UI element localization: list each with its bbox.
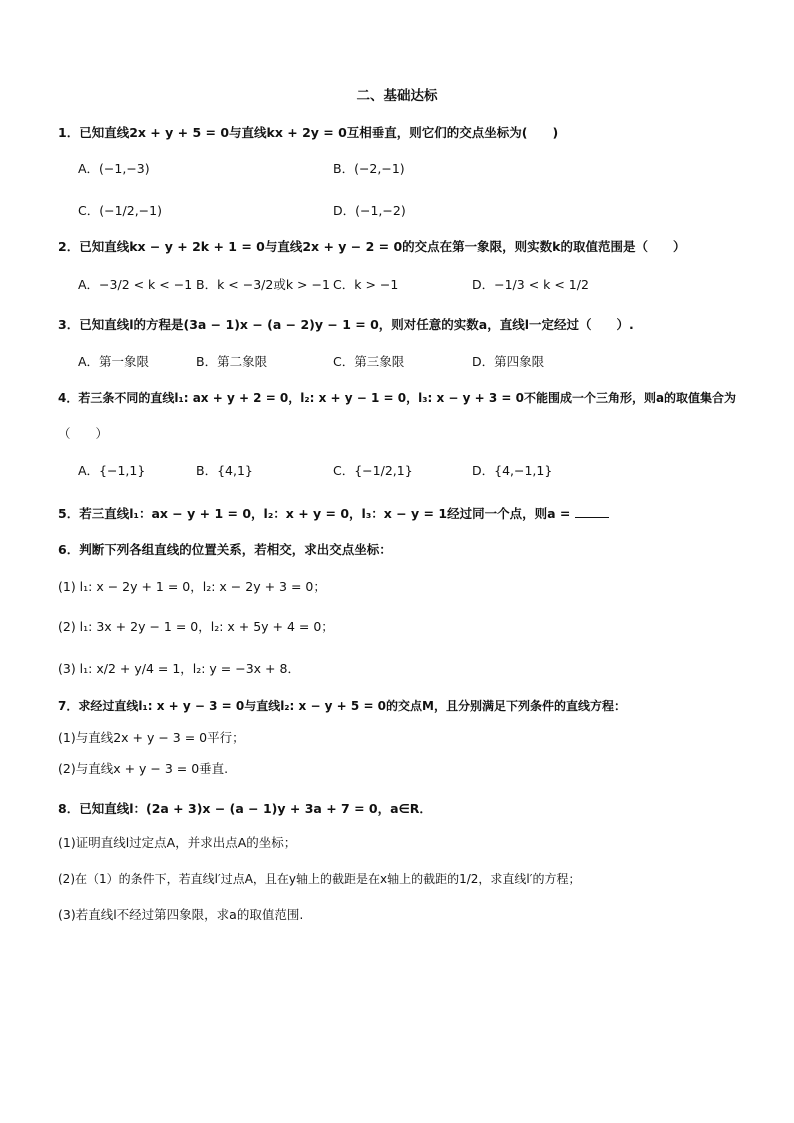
question-2-option-d: D．−1/3 < k < 1/2 — [472, 277, 589, 292]
question-1-option-a: A．(−1,−3) — [78, 161, 150, 176]
question-4-option-b: B．{4,1} — [196, 463, 253, 478]
question-4-option-d: D．{4,−1,1} — [472, 463, 553, 478]
question-1-option-b: B．(−2,−1) — [333, 161, 405, 176]
question-2-stem: 2．已知直线kx − y + 2k + 1 = 0与直线2x + y − 2 = 0的交点在第一象限，则实数k的取值范围是（ ） — [58, 239, 686, 254]
question-7-stem: 7．求经过直线l₁: x + y − 3 = 0与直线l₂: x − y + 5 = 0的交点M，且分别满足下列条件的直线方程： — [58, 699, 626, 713]
question-3-option-b: B．第二象限 — [196, 354, 268, 369]
question-7-part-1: (1)与直线2x + y − 3 = 0平行； — [58, 730, 245, 745]
question-3-option-d: D．第四象限 — [472, 354, 545, 369]
question-5-text: 5．若三直线l₁：ax − y + 1 = 0，l₂：x + y = 0，l₃：x − y = 1经过同一个点，则a = — [58, 506, 571, 521]
question-4-option-c: C．{−1/2,1} — [333, 463, 413, 478]
question-4-option-a: A．{−1,1} — [78, 463, 146, 478]
question-1-option-d: D．(−1,−2) — [333, 203, 406, 218]
question-6-part-3: (3) l₁: x/2 + y/4 = 1，l₂: y = −3x + 8． — [58, 661, 300, 676]
question-2-option-a: A．−3/2 < k < −1 — [78, 277, 193, 292]
question-6-part-1: (1) l₁: x − 2y + 1 = 0，l₂: x − 2y + 3 = 0； — [58, 579, 326, 594]
question-6-stem: 6．判断下列各组直线的位置关系，若相交，求出交点坐标： — [58, 542, 392, 557]
question-8-part-1: (1)证明直线l过定点A，并求出点A的坐标； — [58, 835, 297, 850]
question-1-option-c: C．(−1/2,−1) — [78, 203, 162, 218]
question-3-option-a: A．第一象限 — [78, 354, 150, 369]
question-4-stem-line-1: 4．若三条不同的直线l₁: ax + y + 2 = 0，l₂: x + y − 1 = 0，l₃: x − y + 3 = 0不能围成一个三角形，则a的取值集合为 — [58, 391, 737, 405]
question-3-stem: 3．已知直线l的方程是(3a − 1)x − (a − 2)y − 1 = 0，则对任意的实数a，直线l一定经过（ ）. — [58, 317, 634, 332]
question-4-stem-line-2: （ ） — [58, 426, 109, 441]
answer-blank[interactable] — [575, 505, 609, 518]
question-8-part-3: (3)若直线l不经过第四象限，求a的取值范围. — [58, 907, 304, 922]
section-heading: 二、基础达标 — [356, 88, 438, 104]
question-6-part-2: (2) l₁: 3x + 2y − 1 = 0，l₂: x + 5y + 4 = 0； — [58, 619, 334, 634]
question-2-option-b: B．k < −3/2或k > −1 — [196, 277, 330, 292]
question-2-option-c: C．k > −1 — [333, 277, 399, 292]
question-5-stem — [58, 505, 609, 523]
question-7-part-2: (2)与直线x + y − 3 = 0垂直. — [58, 761, 229, 776]
question-1-stem: 1．已知直线2x + y + 5 = 0与直线kx + 2y = 0互相垂直，则它们的交点坐标为( ) — [58, 125, 559, 140]
question-3-option-c: C．第三象限 — [333, 354, 405, 369]
question-8-stem: 8．已知直线l：(2a + 3)x − (a − 1)y + 3a + 7 = 0，a∈R． — [58, 801, 432, 816]
question-8-part-2: (2)在（1）的条件下，若直线l′过点A，且在y轴上的截距是在x轴上的截距的1/2，求直线l′的方程； — [58, 872, 581, 886]
